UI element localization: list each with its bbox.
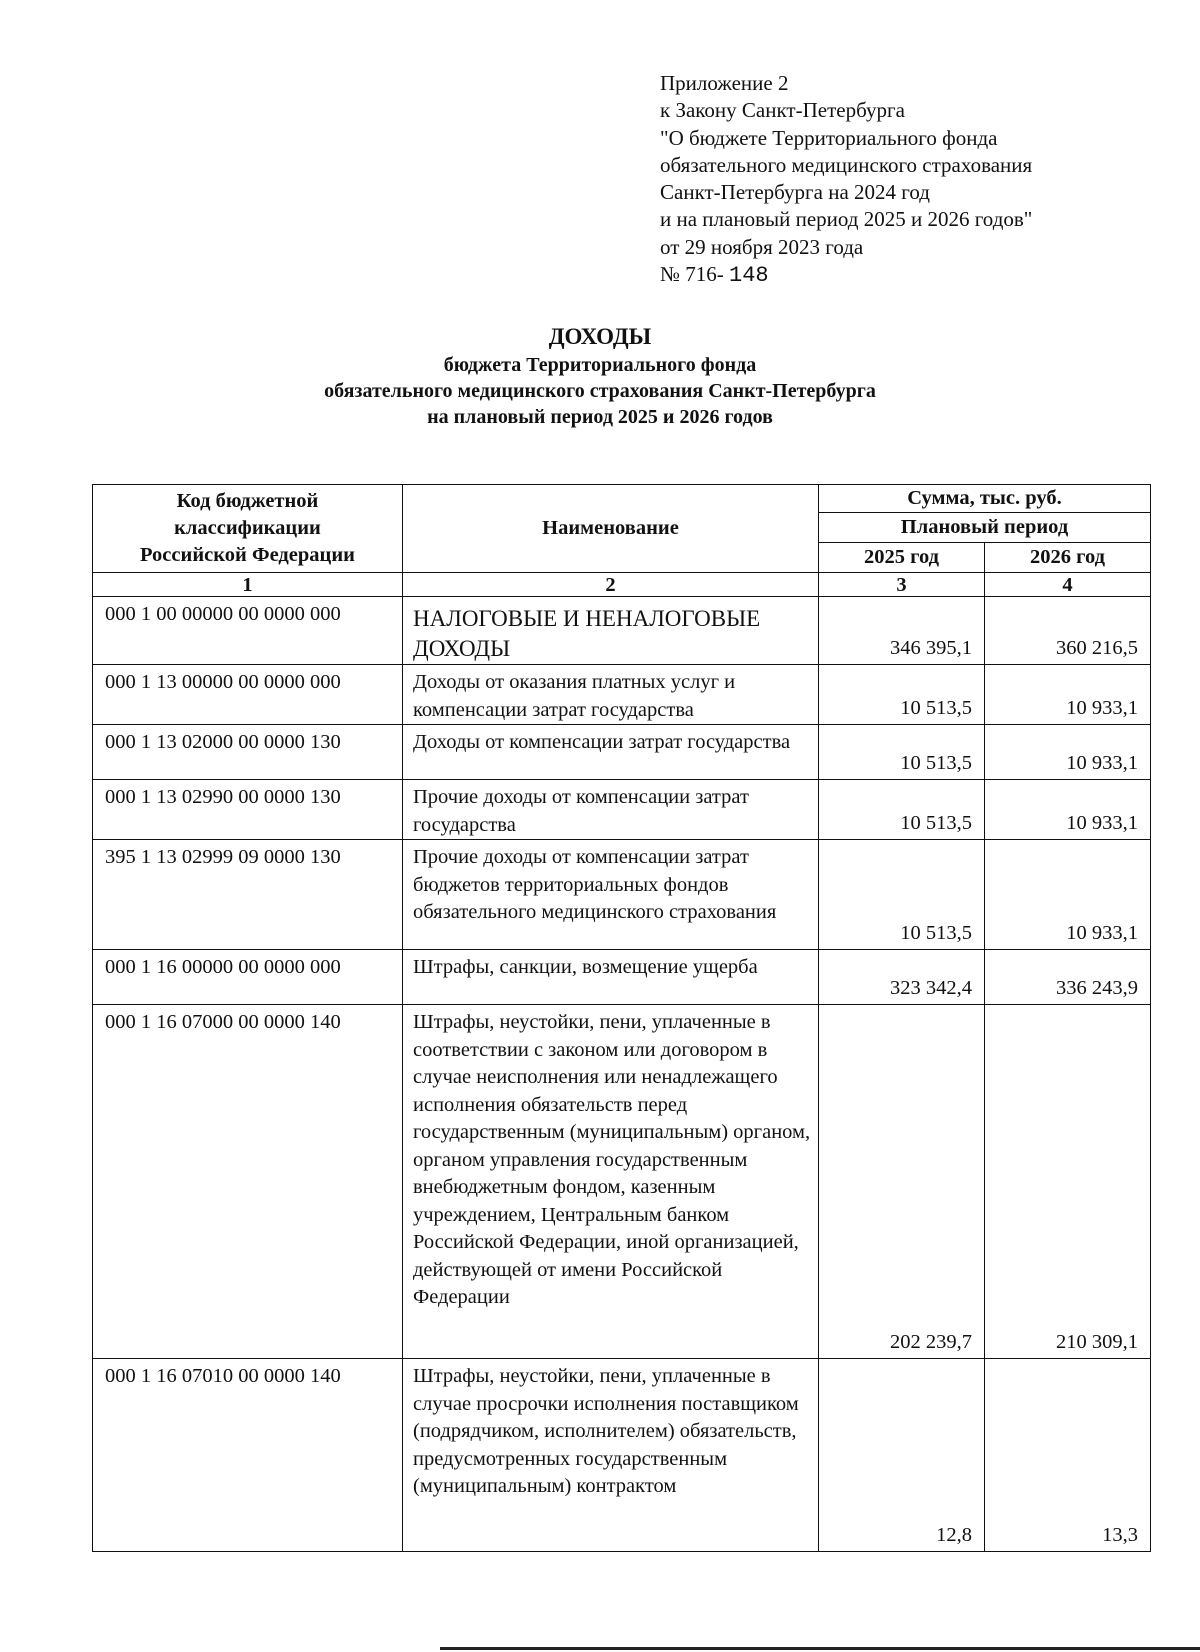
- header-code-line: Российской Федерации: [140, 544, 355, 566]
- row-name: Штрафы, санкции, возмещение ущерба: [403, 950, 819, 1005]
- row-code: 395 1 13 02999 09 0000 130: [93, 840, 403, 950]
- row-code: 000 1 16 07010 00 0000 140: [93, 1359, 403, 1552]
- header-code-line: классификации: [174, 517, 321, 539]
- header-code: [93, 485, 403, 573]
- document-title-block: [0, 322, 1200, 430]
- row-value-2026: 360 216,5: [985, 597, 1151, 665]
- row-value-2025: 323 342,4: [819, 950, 985, 1005]
- header-year-2026: 2026 год: [985, 543, 1151, 573]
- row-code: 000 1 13 02990 00 0000 130: [93, 780, 403, 840]
- row-value-2025: 10 513,5: [819, 725, 985, 780]
- header-code-line: Код бюджетной: [176, 490, 319, 512]
- appendix-block: [660, 70, 1032, 289]
- document-subtitle-line: бюджета Территориального фонда: [443, 354, 757, 376]
- row-code: 000 1 16 00000 00 0000 000: [93, 950, 403, 1005]
- row-code: 000 1 13 00000 00 0000 000: [93, 665, 403, 725]
- table-row: [93, 950, 1151, 1005]
- row-value-2025: 12,8: [819, 1359, 985, 1552]
- table-row: [93, 1359, 1151, 1552]
- header-year-2025: 2025 год: [819, 543, 985, 573]
- appendix-line: обязательного медицинского страхования: [660, 152, 1033, 177]
- row-name: Штрафы, неустойки, пени, уплаченные в соответствии с законом или договором в случае неисполнения или ненадлежащего исполнения обязательств перед государственным (муниципальным) органом, органом управления государственным внебюджетным фондом, казенным учреждением, Центральным банком Российской Федерации, иной организацией, действующей от имени Российской Федерации: [403, 1005, 819, 1359]
- page-bottom-rule: [440, 1647, 1200, 1650]
- law-number: [660, 261, 1032, 289]
- table-row: [93, 1005, 1151, 1359]
- row-code: 000 1 13 02000 00 0000 130: [93, 725, 403, 780]
- column-number: 2: [403, 573, 819, 597]
- header-period: Плановый период: [819, 513, 1151, 543]
- table-row: [93, 840, 1151, 950]
- appendix-line: от 29 ноября 2023 года: [660, 234, 864, 259]
- row-value-2026: 10 933,1: [985, 780, 1151, 840]
- table-row: [93, 780, 1151, 840]
- document-subtitle-line: на плановый период 2025 и 2026 годов: [427, 406, 773, 428]
- row-name: Доходы от оказания платных услуг и компенсации затрат государства: [403, 665, 819, 725]
- row-value-2026: 336 243,9: [985, 950, 1151, 1005]
- row-value-2026: 10 933,1: [985, 725, 1151, 780]
- table-row: [93, 665, 1151, 725]
- row-code: 000 1 00 00000 00 0000 000: [93, 597, 403, 665]
- appendix-line: Санкт-Петербурга на 2024 год: [660, 180, 930, 205]
- column-number: 3: [819, 573, 985, 597]
- appendix-line: и на плановый период 2025 и 2026 годов": [660, 207, 1033, 232]
- row-name: Прочие доходы от компенсации затрат бюджетов территориальных фондов обязательного медицинского страхования: [403, 840, 819, 950]
- row-value-2026: 10 933,1: [985, 840, 1151, 950]
- column-number: 4: [985, 573, 1151, 597]
- table-row: [93, 597, 1151, 665]
- row-value-2026: 13,3: [985, 1359, 1151, 1552]
- row-value-2025: 202 239,7: [819, 1005, 985, 1359]
- revenue-table: [92, 484, 1151, 1552]
- row-value-2025: 346 395,1: [819, 597, 985, 665]
- row-name: Штрафы, неустойки, пени, уплаченные в случае просрочки исполнения поставщиком (подрядчиком, исполнителем) обязательств, предусмотренных государственным (муниципальным) контрактом: [403, 1359, 819, 1552]
- header-sum: Сумма, тыс. руб.: [819, 485, 1151, 513]
- row-value-2025: 10 513,5: [819, 665, 985, 725]
- row-value-2026: 10 933,1: [985, 665, 1151, 725]
- appendix-line: к Закону Санкт-Петербурга: [660, 98, 905, 123]
- row-name-text: НАЛОГОВЫЕ И НЕНАЛОГОВЫЕ ДОХОДЫ: [413, 606, 761, 661]
- law-number-suffix: 148: [729, 263, 769, 289]
- table-row: [93, 725, 1151, 780]
- column-number: 1: [93, 573, 403, 597]
- document-title: ДОХОДЫ: [548, 324, 652, 349]
- law-number-prefix: № 716-: [660, 262, 724, 287]
- row-name: Прочие доходы от компенсации затрат государства: [403, 780, 819, 840]
- row-code: 000 1 16 07000 00 0000 140: [93, 1005, 403, 1359]
- row-name: Доходы от компенсации затрат государства: [403, 725, 819, 780]
- appendix-line: "О бюджете Территориального фонда: [660, 125, 998, 150]
- appendix-line: Приложение 2: [660, 71, 789, 95]
- row-value-2026: 210 309,1: [985, 1005, 1151, 1359]
- row-value-2025: 10 513,5: [819, 780, 985, 840]
- header-name: Наименование: [403, 485, 819, 573]
- document-subtitle-line: обязательного медицинского страхования Санкт-Петербурга: [324, 380, 876, 402]
- row-value-2025: 10 513,5: [819, 840, 985, 950]
- row-name: [403, 597, 819, 665]
